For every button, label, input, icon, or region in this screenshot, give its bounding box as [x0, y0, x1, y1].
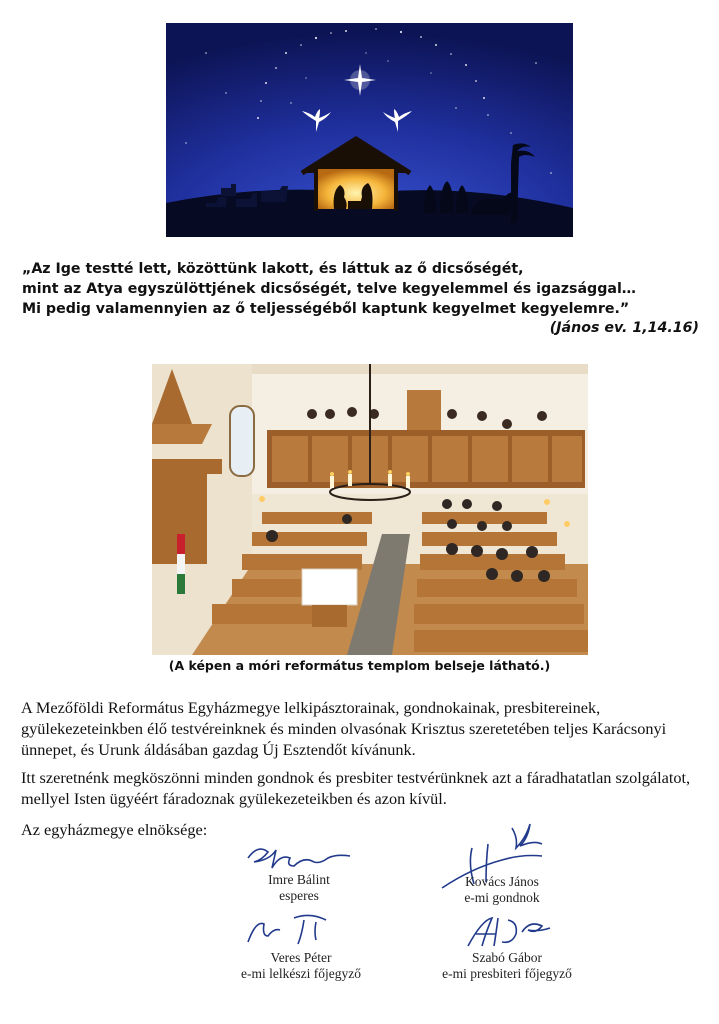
photo-caption: (A képen a móri református templom belseje látható.)	[168, 658, 551, 673]
quote-line-2: mint az Atya egyszülöttjének dicsőségét, telve kegyelemmel és igazsággal…	[22, 281, 636, 297]
quote-line-1: „Az Ige testté lett, közöttünk lakott, és láttuk az ő dicsőségét,	[22, 261, 524, 277]
signatory-name: Veres Péter	[270, 950, 332, 965]
church-interior-photo	[152, 364, 588, 655]
signatory-role: e-mi gondnok	[464, 890, 540, 905]
presidency-label: Az egyházmegye elnöksége:	[21, 820, 208, 839]
signatory-role: e-mi presbiteri főjegyző	[442, 966, 572, 981]
signature-veres-peter	[244, 912, 344, 948]
signatory-name: Imre Bálint	[268, 872, 330, 887]
greeting-paragraph: A Mezőföldi Református Egyházmegye lelkipásztorainak, gondnokainak, presbitereinek, gyülekezeteinkben élő testvéreinknek és minden olvasónak Krisztus szeretetében teljes Karácsonyi ünnepet, és Urunk áldásában gazdag Új Esztendőt kívánunk.	[21, 698, 667, 759]
signatory-role: e-mi lelkészi főjegyző	[241, 966, 361, 981]
signatory-name: Kovács János	[465, 874, 539, 889]
signatory-2	[452, 874, 552, 906]
quote-reference: (János ev. 1,14.16)	[549, 320, 699, 336]
nativity-scene-image	[166, 23, 573, 237]
quote-line-3: Mi pedig valamennyien az ő teljességéből kaptunk kegyelmet kegyelemre.”	[22, 301, 630, 317]
signature-szabo-gabor	[462, 912, 554, 952]
signatory-role: esperes	[279, 888, 319, 903]
bible-quote	[22, 259, 712, 319]
signatory-4	[432, 950, 582, 982]
signatory-1	[244, 872, 354, 904]
signatory-name: Szabó Gábor	[471, 950, 543, 965]
thanks-paragraph: Itt szeretnénk megköszönni minden gondnok és presbiter testvérünknek azt a fáradhatatlan szolgálatot, mellyel Isten ügyéért fáradoznak gyülekezeteikben és azon kívül.	[21, 768, 691, 808]
signatory-3	[226, 950, 376, 982]
signature-imre-balint	[244, 838, 354, 872]
